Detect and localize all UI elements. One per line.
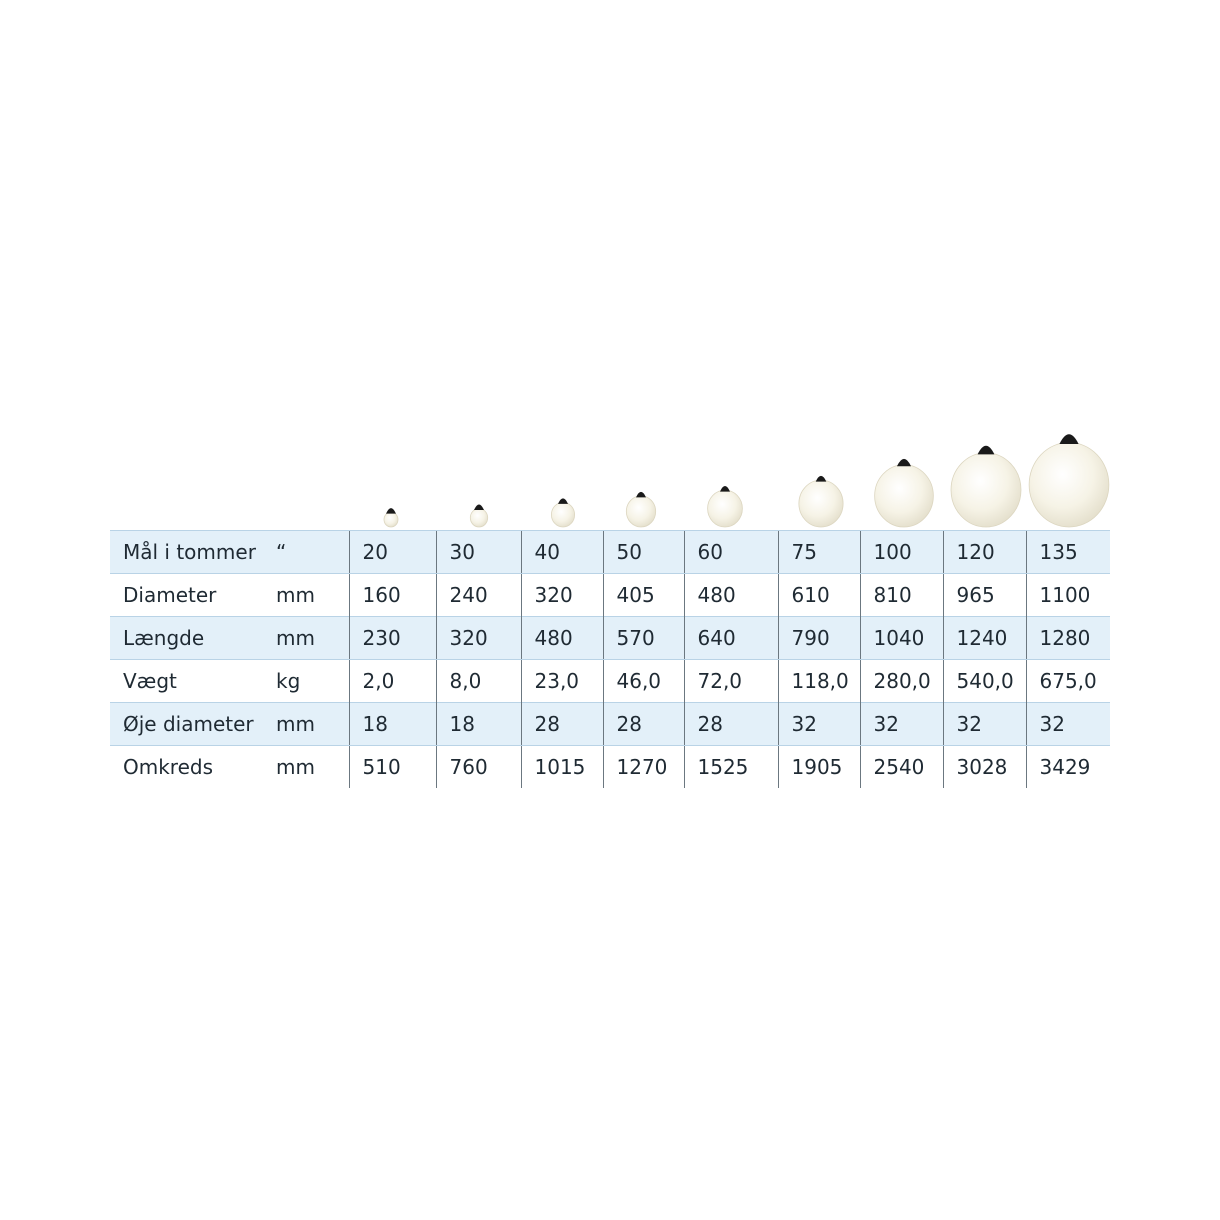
row-unit: mm <box>276 703 349 746</box>
table-cell: 675,0 <box>1026 660 1110 703</box>
table-cell: 1905 <box>778 746 860 789</box>
table-cell: 32 <box>1026 703 1110 746</box>
buoy-spec-table <box>110 530 1110 788</box>
table-cell: 28 <box>684 703 778 746</box>
table-row <box>110 574 1110 617</box>
buoy-icon <box>470 505 487 527</box>
table-cell: 965 <box>943 574 1026 617</box>
table-cell: 23,0 <box>521 660 603 703</box>
row-label: Diameter <box>123 583 217 607</box>
row-unit: mm <box>276 583 315 607</box>
buoy-icon <box>384 508 398 527</box>
table-cell: 20 <box>349 531 436 574</box>
row-unit: mm <box>276 755 315 779</box>
row-unit: “ <box>276 531 349 574</box>
row-label: Længde <box>110 617 276 660</box>
table-cell: 760 <box>436 746 521 789</box>
table-cell: 2,0 <box>349 660 436 703</box>
row-unit: kg <box>276 669 301 693</box>
table-cell: 32 <box>860 703 943 746</box>
table-cell: 18 <box>349 703 436 746</box>
table-cell: 1270 <box>603 746 684 789</box>
table-cell: 8,0 <box>436 660 521 703</box>
table-cell: 320 <box>521 574 603 617</box>
table-cell: 3429 <box>1026 746 1110 789</box>
table-cell: 320 <box>436 617 521 660</box>
table-cell: 100 <box>860 531 943 574</box>
buoy-icon <box>551 498 574 527</box>
table-cell: 640 <box>684 617 778 660</box>
buoy-icon <box>799 476 843 527</box>
row-unit: mm <box>276 617 349 660</box>
table-cell: 790 <box>778 617 860 660</box>
table-cell: 30 <box>436 531 521 574</box>
table-cell: 28 <box>521 703 603 746</box>
table-cell: 240 <box>436 574 521 617</box>
buoy-icon <box>951 446 1021 527</box>
table-cell: 810 <box>860 574 943 617</box>
table-cell: 72,0 <box>684 660 778 703</box>
table-row <box>110 660 1110 703</box>
table-cell: 480 <box>684 574 778 617</box>
table-cell: 280,0 <box>860 660 943 703</box>
buoy-icon <box>708 486 743 527</box>
row-label: Mål i tommer <box>110 531 276 574</box>
table-cell: 118,0 <box>778 660 860 703</box>
row-label: Omkreds <box>123 755 214 779</box>
table-row <box>110 531 1110 574</box>
table-cell: 1015 <box>521 746 603 789</box>
table-cell: 1240 <box>943 617 1026 660</box>
table-cell: 135 <box>1026 531 1110 574</box>
table-cell: 570 <box>603 617 684 660</box>
table-row <box>110 617 1110 660</box>
table-row <box>110 746 1110 789</box>
table-cell: 1280 <box>1026 617 1110 660</box>
buoy-icon <box>626 492 655 527</box>
row-label: Øje diameter <box>110 703 276 746</box>
table-cell: 75 <box>778 531 860 574</box>
table-cell: 1525 <box>684 746 778 789</box>
table-cell: 610 <box>778 574 860 617</box>
table-cell: 32 <box>778 703 860 746</box>
table-cell: 120 <box>943 531 1026 574</box>
table-row <box>110 703 1110 746</box>
table-cell: 3028 <box>943 746 1026 789</box>
table-cell: 28 <box>603 703 684 746</box>
buoy-icon <box>1029 434 1109 527</box>
table-cell: 60 <box>684 531 778 574</box>
table-cell: 2540 <box>860 746 943 789</box>
table-cell: 510 <box>349 746 436 789</box>
table-cell: 230 <box>349 617 436 660</box>
table-cell: 40 <box>521 531 603 574</box>
table-cell: 480 <box>521 617 603 660</box>
table-cell: 50 <box>603 531 684 574</box>
row-label: Vægt <box>123 669 177 693</box>
table-cell: 1100 <box>1026 574 1110 617</box>
table-cell: 160 <box>349 574 436 617</box>
buoy-illustrations <box>0 0 1220 540</box>
table-cell: 1040 <box>860 617 943 660</box>
table-cell: 46,0 <box>603 660 684 703</box>
table-cell: 540,0 <box>943 660 1026 703</box>
buoy-icon <box>875 459 934 527</box>
table-cell: 405 <box>603 574 684 617</box>
table-cell: 18 <box>436 703 521 746</box>
table-cell: 32 <box>943 703 1026 746</box>
